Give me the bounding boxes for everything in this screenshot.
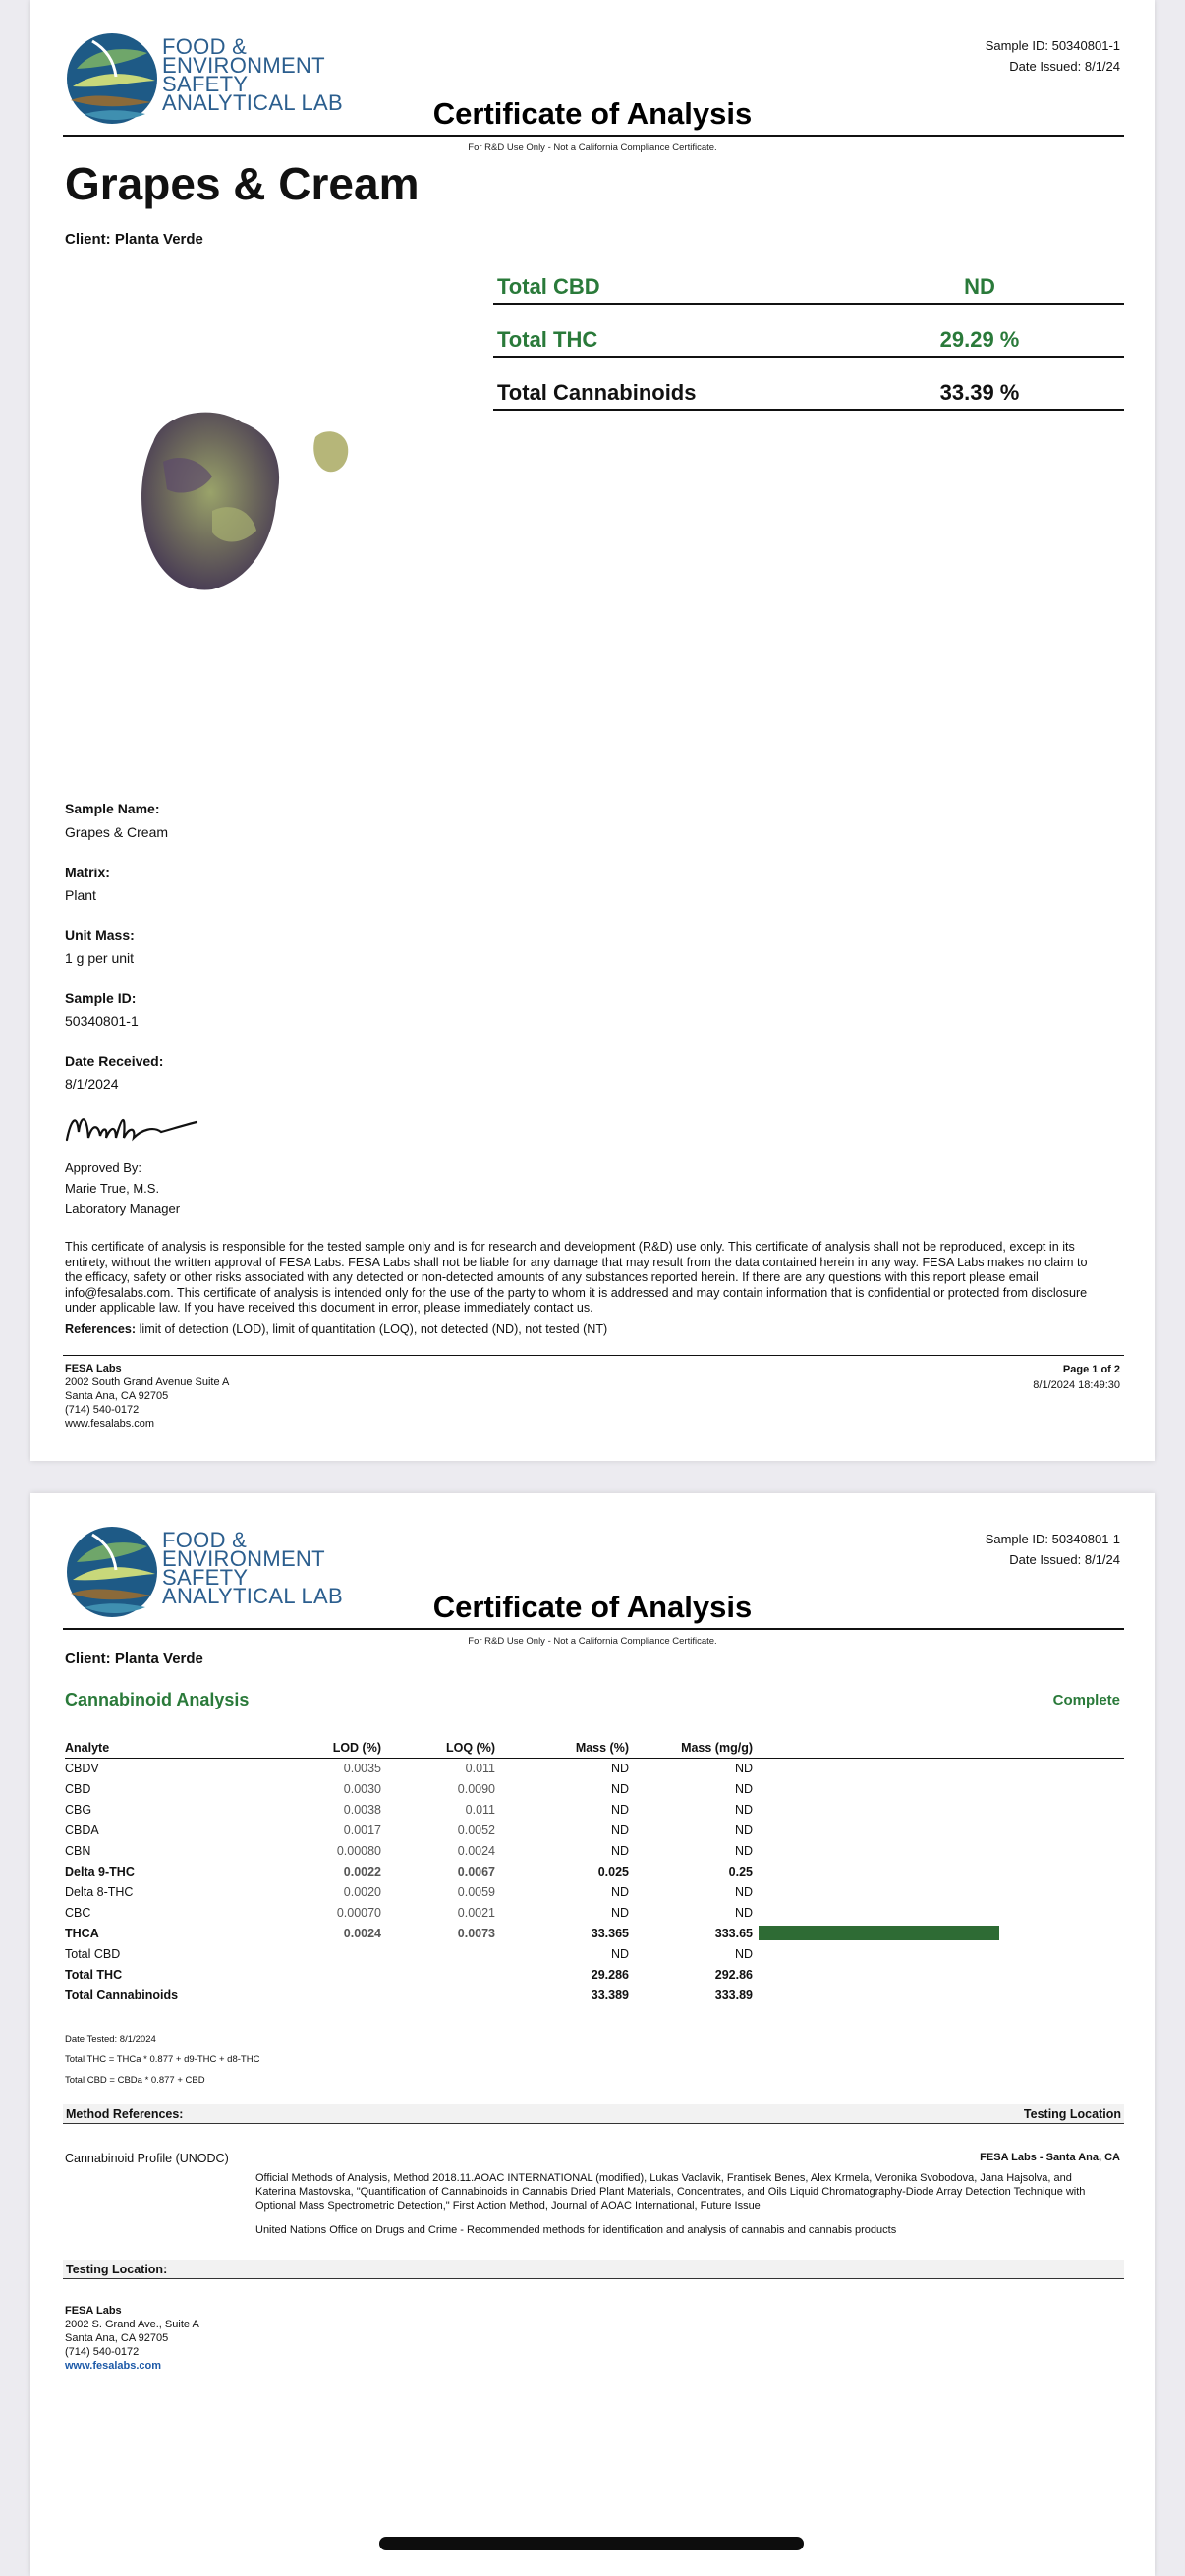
mass-bar-cell: [753, 1902, 1124, 1923]
total-thc-formula: Total THC = THCa * 0.877 + d9-THC + d8-THC: [65, 2054, 260, 2065]
footer-address-2: Santa Ana, CA 92705: [65, 1390, 169, 1402]
column-header: Mass (%): [495, 1739, 629, 1758]
location-website-link[interactable]: www.fesalabs.com: [65, 2360, 162, 2372]
mass-mg-cell: ND: [734, 1843, 753, 1858]
location-name: FESA Labs: [65, 2305, 122, 2317]
table-header-row: [65, 1739, 1124, 1758]
mass-pct-cell: ND: [610, 1761, 629, 1775]
table-row: [65, 1943, 1124, 1964]
summary-label: Total Cannabinoids: [497, 380, 697, 405]
method-citation: Official Methods of Analysis, Method 2018.11.AOAC INTERNATIONAL (modified), Lukas Vaclavik, Frantisek Benes, Alex Krmela, Veronika Svobodova, Jana Hajsolva, and Katerina Mastovska, "Quantification of Cannabinoids in Cannabis Dried Plant Materials, Concentrates, and Oils Liquid Chromatography-Diode Array Detection Technique with Optional Mass Spectrometric Detection," First Action Method, Journal of AOAC International, Future Issue: [255, 2172, 1086, 2212]
mass-mg-cell: 0.25: [728, 1864, 753, 1878]
references-text: limit of detection (LOD), limit of quantitation (LOQ), not detected (ND), not tested (NT): [139, 1322, 608, 1336]
table-row: [65, 1881, 1124, 1902]
sample-photo: [65, 265, 458, 776]
matrix-label: Matrix:: [65, 865, 110, 880]
client-name: Client: Planta Verde: [65, 231, 203, 248]
footer-address-1: 2002 South Grand Avenue Suite A: [65, 1376, 230, 1388]
table-row: [65, 1799, 1124, 1820]
method-references-band: [63, 2104, 1124, 2124]
total-cbd-formula: Total CBD = CBDa * 0.877 + CBD: [65, 2075, 205, 2086]
mass-bar-cell: [753, 1820, 1124, 1840]
mass-mg-cell: ND: [734, 1802, 753, 1817]
analyte-cell: Delta 8-THC: [65, 1884, 134, 1899]
loq-cell: 0.0021: [457, 1905, 495, 1920]
approver-signature: [63, 1102, 210, 1151]
analyte-cell: Total THC: [65, 1967, 123, 1982]
footer-phone: (714) 540-0172: [65, 1404, 140, 1416]
loq-cell: [381, 1985, 495, 2005]
mass-mg-cell: ND: [734, 1761, 753, 1775]
table-row: [65, 1840, 1124, 1861]
loq-cell: 0.0090: [457, 1781, 495, 1796]
mass-bar-cell: [753, 1964, 1124, 1985]
footer-lab-info: [65, 1362, 229, 1430]
mass-bar-cell: [753, 1799, 1124, 1820]
calculation-notes: [65, 2029, 259, 2091]
mass-bar-cell: [753, 1943, 1124, 1964]
approver-title: Laboratory Manager: [65, 1202, 181, 1216]
loq-cell: 0.011: [465, 1802, 495, 1817]
header-divider: [63, 135, 1124, 137]
approved-by-label: Approved By:: [65, 1160, 142, 1175]
mass-bar: [759, 1926, 999, 1940]
loq-cell: 0.011: [465, 1761, 495, 1775]
home-indicator[interactable]: [379, 2537, 804, 2550]
table-row: [65, 1985, 1124, 2005]
mass-pct-cell: 0.025: [597, 1864, 629, 1878]
table-row: [65, 1902, 1124, 1923]
column-header-bar: [753, 1739, 1124, 1758]
section-title: Cannabinoid Analysis: [65, 1690, 250, 1709]
analyte-cell: CBC: [65, 1905, 91, 1920]
lod-cell: 0.00070: [336, 1905, 381, 1920]
date-received-value: 8/1/2024: [65, 1076, 119, 1092]
analyte-cell: Total Cannabinoids: [65, 1988, 179, 2002]
compliance-note: For R&D Use Only - Not a California Compliance Certificate.: [468, 142, 717, 153]
mass-bar-cell: [753, 1985, 1124, 2005]
logo-wordmark: FOOD & ENVIRONMENT SAFETY ANALYTICAL LAB: [162, 1528, 343, 1608]
analyte-cell: Delta 9-THC: [65, 1864, 135, 1878]
document-title: Certificate of Analysis: [432, 96, 753, 131]
loq-cell: 0.0024: [457, 1843, 495, 1858]
compliance-note: For R&D Use Only - Not a California Compliance Certificate.: [468, 1636, 717, 1647]
lod-cell: 0.0024: [343, 1926, 381, 1940]
column-header: Analyte: [65, 1739, 242, 1758]
sample-id-value: 50340801-1: [65, 1013, 139, 1029]
footer-website[interactable]: www.fesalabs.com: [65, 1418, 155, 1429]
footer-lab-name: FESA Labs: [65, 1363, 122, 1374]
testing-location-label: Testing Location: [1023, 2107, 1121, 2121]
references: [65, 1322, 607, 1336]
logo-wordmark: FOOD & ENVIRONMENT SAFETY ANALYTICAL LAB: [162, 34, 343, 115]
mass-pct-cell: 29.286: [591, 1967, 629, 1982]
table-row: [65, 1923, 1124, 1943]
loq-cell: [381, 1964, 495, 1985]
date-issued-line: Date Issued: 8/1/24: [1009, 59, 1120, 74]
mass-mg-cell: ND: [734, 1946, 753, 1961]
approval-block: [65, 1157, 180, 1219]
matrix-value: Plant: [65, 887, 96, 903]
method-references-label: Method References:: [66, 2107, 184, 2121]
mass-mg-cell: 333.89: [714, 1988, 753, 2002]
mass-mg-cell: ND: [734, 1884, 753, 1899]
testing-location-band: [63, 2260, 1124, 2279]
mass-pct-cell: ND: [610, 1802, 629, 1817]
mass-pct-cell: ND: [610, 1781, 629, 1796]
analyte-cell: Total CBD: [65, 1946, 121, 1961]
analyte-cell: THCA: [65, 1926, 99, 1940]
analyte-cell: CBDA: [65, 1822, 99, 1837]
table-row: [65, 1778, 1124, 1799]
date-issued-line: Date Issued: 8/1/24: [1009, 1552, 1120, 1567]
lod-cell: [242, 1943, 381, 1964]
sample-id-label: Sample ID:: [65, 990, 137, 1006]
location-address-2: Santa Ana, CA 92705: [65, 2332, 169, 2344]
analyte-cell: CBDV: [65, 1761, 99, 1775]
column-header: Mass (mg/g): [629, 1739, 753, 1758]
unit-mass-value: 1 g per unit: [65, 950, 135, 966]
column-header: LOD (%): [242, 1739, 381, 1758]
lod-cell: 0.0030: [343, 1781, 381, 1796]
disclaimer-text: This certificate of analysis is responsible for the tested sample only and is for research and development (R&D) use only. This certificate of analysis shall not be reproduced, except in its entirety, without the written approval of FESA Labs. FESA Labs shall not be liable for any damage that may result from the data contained herein in any way. FESA Labs makes no claim to the efficacy, safety or other risks associated with any detected or non-detected amounts of any substances reported herein. If there are any questions with this report please email info@fesalabs.com. This certificate of analysis is intended only for the use of the party to whom it is addressed and may contain information that is confidential or protected from disclosure under applicable law. If you have received this document in error, please immediately contact us.: [65, 1240, 1088, 1315]
lod-cell: [242, 1985, 381, 2005]
document-title: Certificate of Analysis: [432, 1590, 753, 1624]
loq-cell: 0.0067: [457, 1864, 495, 1878]
unit-mass-label: Unit Mass:: [65, 927, 135, 943]
summary-label: Total THC: [497, 327, 598, 352]
table-row: [65, 1758, 1124, 1778]
mass-pct-cell: ND: [610, 1884, 629, 1899]
loq-cell: 0.0059: [457, 1884, 495, 1899]
mass-bar-cell: [753, 1778, 1124, 1799]
lod-cell: 0.0022: [343, 1864, 381, 1878]
mass-pct-cell: ND: [610, 1946, 629, 1961]
mass-pct-cell: 33.389: [591, 1988, 629, 2002]
mass-pct-cell: ND: [610, 1822, 629, 1837]
summary-total-thc: [493, 318, 1124, 358]
date-received-label: Date Received:: [65, 1053, 164, 1069]
lod-cell: 0.0038: [343, 1802, 381, 1817]
footer-divider: [63, 1355, 1124, 1356]
approver-name: Marie True, M.S.: [65, 1181, 160, 1196]
mass-pct-cell: 33.365: [591, 1926, 629, 1940]
analyte-cell: CBN: [65, 1843, 91, 1858]
summary-total-cannabinoids: [493, 371, 1124, 411]
column-header: LOQ (%): [381, 1739, 495, 1758]
summary-value: ND: [964, 274, 995, 299]
location-phone: (714) 540-0172: [65, 2346, 140, 2358]
product-name: Grapes & Cream: [65, 158, 420, 209]
coa-page-2: [30, 1493, 1155, 2576]
mass-bar-cell: [753, 1861, 1124, 1881]
footer-timestamp: 8/1/2024 18:49:30: [1033, 1379, 1120, 1391]
sample-id-line: Sample ID: 50340801-1: [985, 1532, 1120, 1546]
lod-cell: 0.0020: [343, 1884, 381, 1899]
location-address-1: 2002 S. Grand Ave., Suite A: [65, 2319, 199, 2330]
page-number: Page 1 of 2: [1062, 1364, 1120, 1375]
sample-id-line: Sample ID: 50340801-1: [985, 38, 1120, 53]
summary-label: Total CBD: [497, 274, 600, 299]
method-location: FESA Labs - Santa Ana, CA: [980, 2152, 1120, 2163]
cannabinoid-table: [65, 1739, 1124, 2005]
summary-value: 33.39 %: [939, 380, 1020, 405]
sample-name-value: Grapes & Cream: [65, 824, 169, 840]
references-label: References:: [65, 1322, 137, 1336]
mass-bar-cell: [753, 1840, 1124, 1861]
loq-cell: 0.0073: [457, 1926, 495, 1940]
analyte-cell: CBD: [65, 1781, 91, 1796]
sample-name-label: Sample Name:: [65, 801, 160, 816]
lod-cell: [242, 1964, 381, 1985]
coa-page-1: [30, 0, 1155, 1461]
mass-mg-cell: ND: [734, 1781, 753, 1796]
testing-location-header: Testing Location:: [66, 2263, 168, 2276]
date-tested: Date Tested: 8/1/2024: [65, 2034, 156, 2044]
mass-mg-cell: 292.86: [714, 1967, 753, 1982]
header-divider: [63, 1628, 1124, 1630]
lod-cell: 0.0035: [343, 1761, 381, 1775]
lod-cell: 0.00080: [336, 1843, 381, 1858]
summary-value: 29.29 %: [939, 327, 1020, 352]
table-row: [65, 1964, 1124, 1985]
mass-bar-cell: [753, 1881, 1124, 1902]
mass-mg-cell: ND: [734, 1905, 753, 1920]
mass-pct-cell: ND: [610, 1843, 629, 1858]
loq-cell: [381, 1943, 495, 1964]
method-citation-2: United Nations Office on Drugs and Crime - Recommended methods for identification and analysis of cannabis and cannabis products: [255, 2224, 897, 2236]
mass-pct-cell: ND: [610, 1905, 629, 1920]
summary-total-cbd: [493, 265, 1124, 305]
table-row: [65, 1861, 1124, 1881]
mass-mg-cell: 333.65: [714, 1926, 753, 1940]
footer-page-info: [1033, 1362, 1120, 1393]
loq-cell: 0.0052: [457, 1822, 495, 1837]
mass-bar-cell: [753, 1758, 1124, 1778]
testing-location-block: [65, 2304, 199, 2373]
analyte-cell: CBG: [65, 1802, 92, 1817]
client-name: Client: Planta Verde: [65, 1651, 203, 1667]
header-meta: [986, 1529, 1120, 1570]
lod-cell: 0.0017: [343, 1822, 381, 1837]
analysis-status: Complete: [1052, 1692, 1120, 1708]
header-meta: [986, 35, 1120, 77]
method-name: Cannabinoid Profile (UNODC): [65, 2152, 229, 2165]
mass-mg-cell: ND: [734, 1822, 753, 1837]
table-row: [65, 1820, 1124, 1840]
mass-bar-cell: [753, 1923, 1124, 1943]
